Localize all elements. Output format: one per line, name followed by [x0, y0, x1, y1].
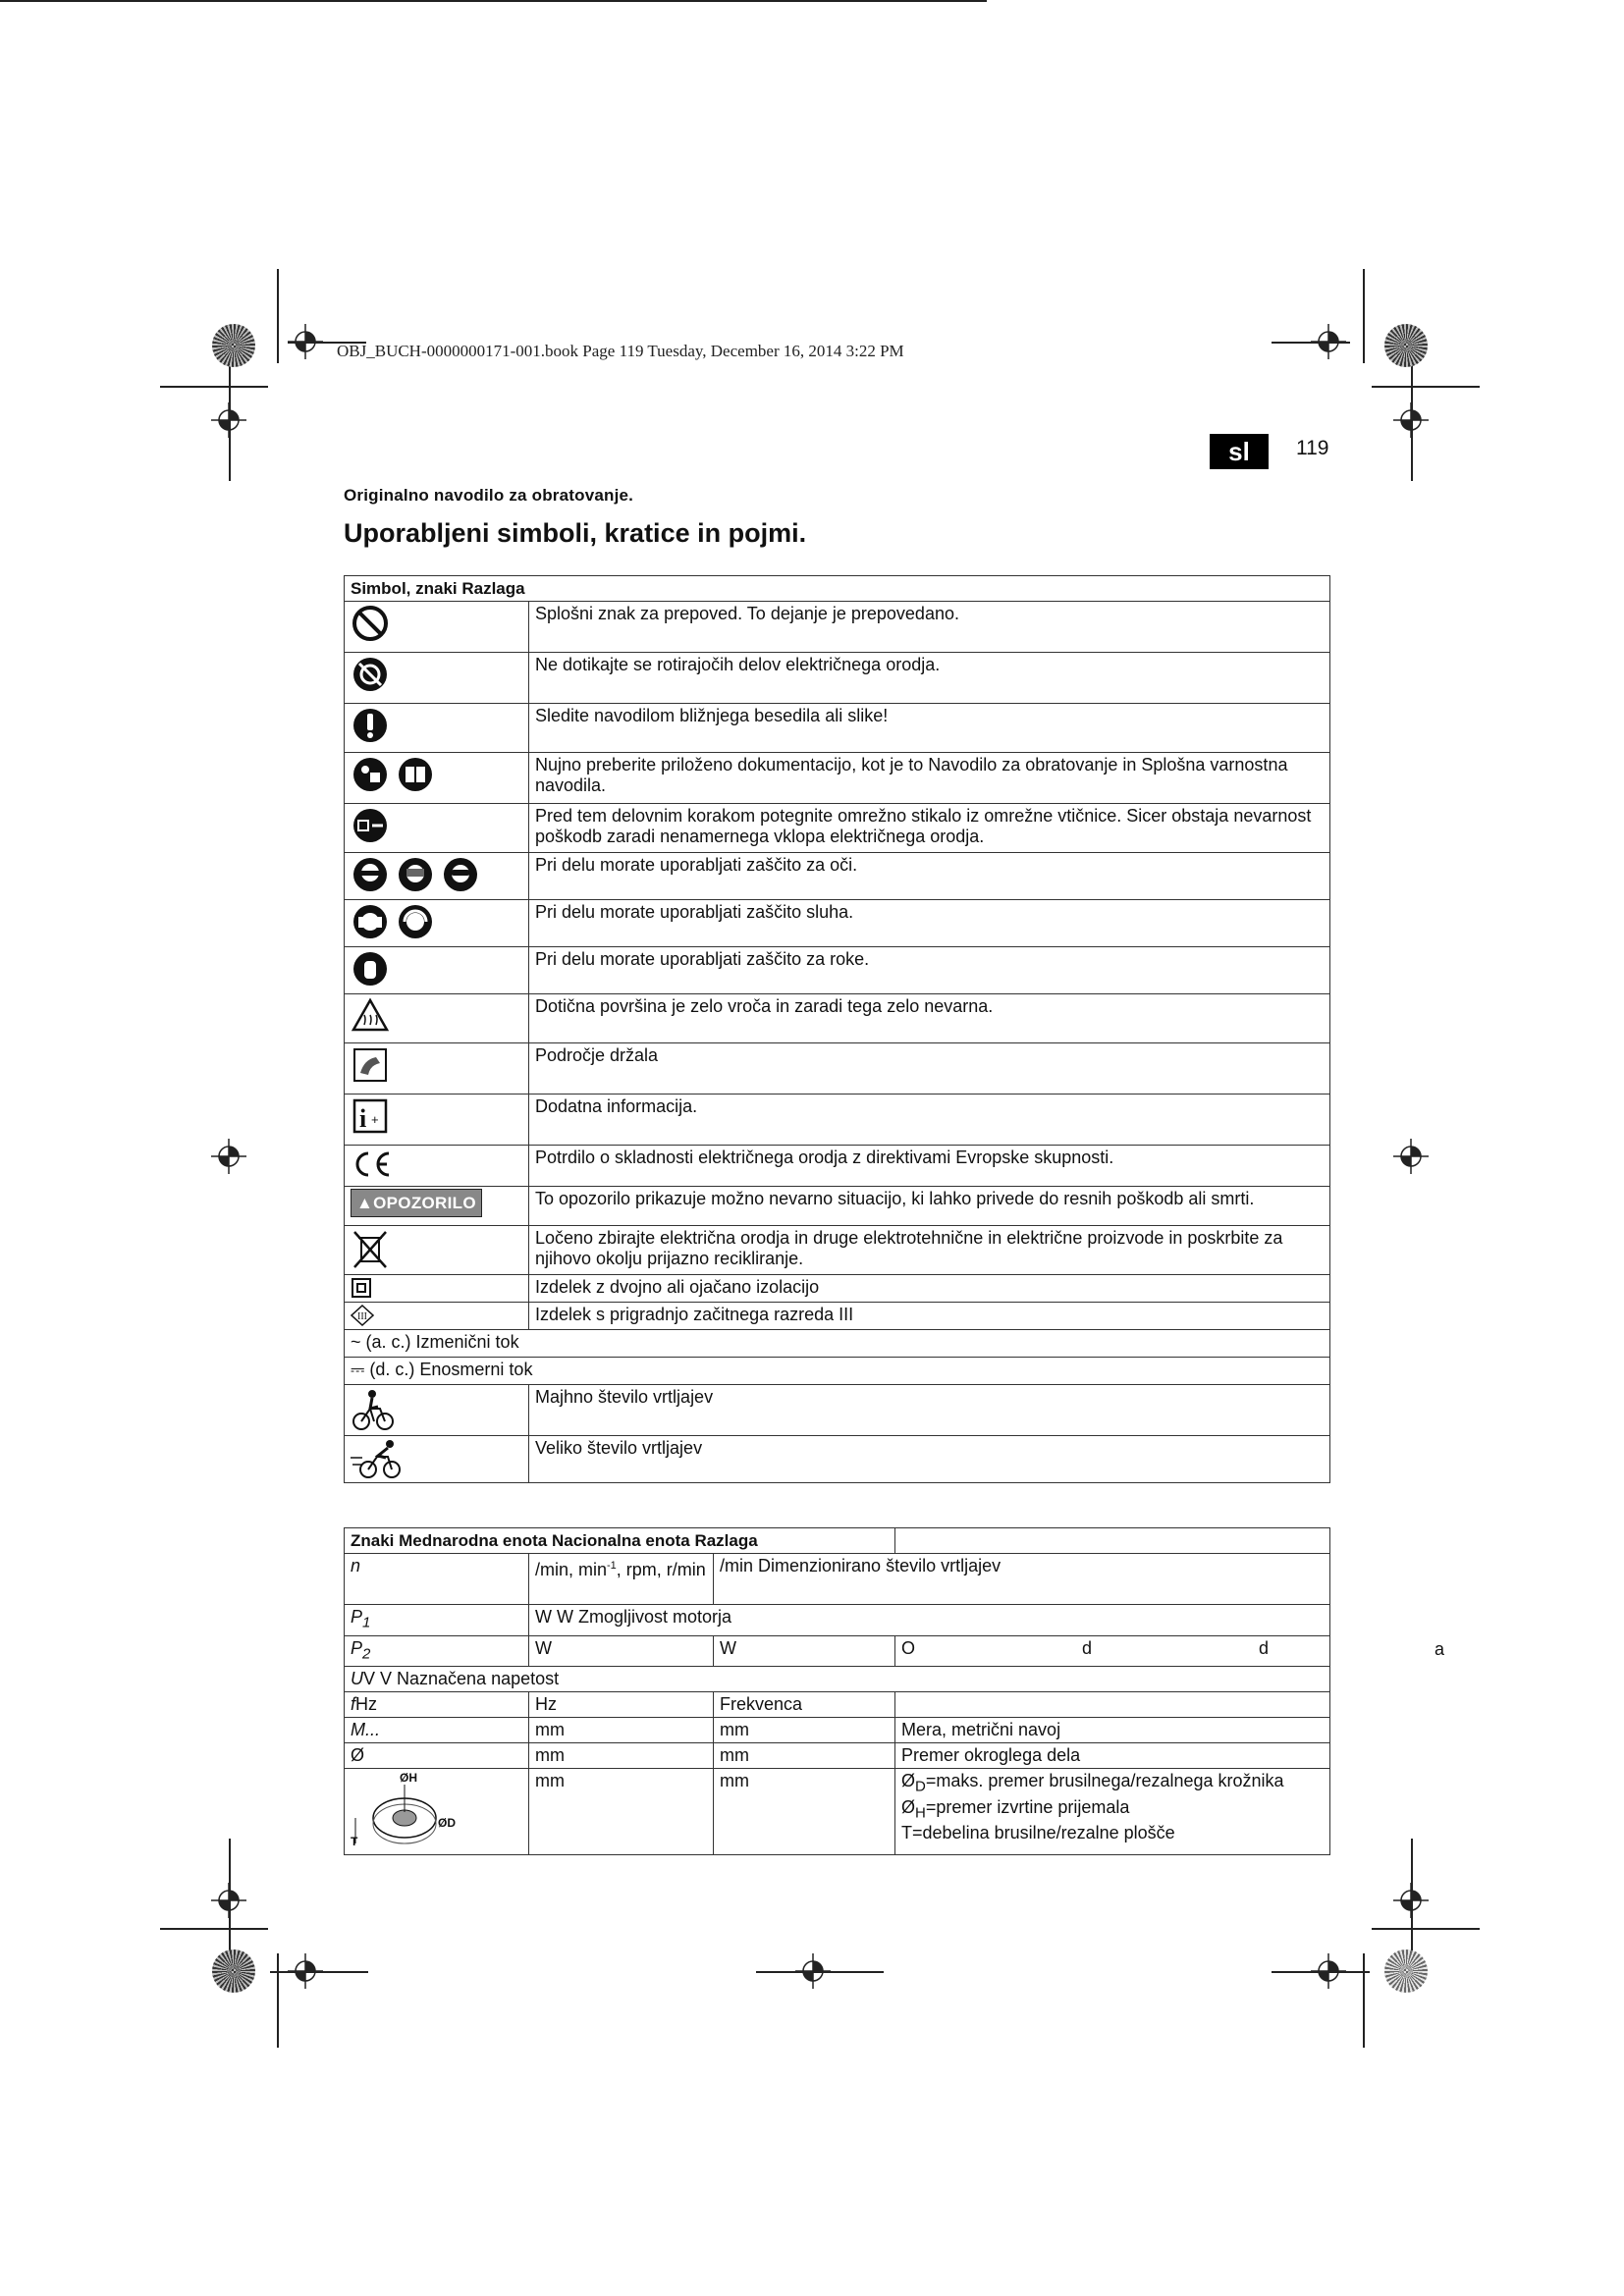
- table-row: n /min, $\min^{-1}$, rpm, r/min /min Dimenzionirano število vrtljajev: [345, 1554, 1330, 1605]
- table-row: ØH ØD T mm mm $Ø_D=maks$. premer brusilnega/rezalnega krožnika $Ø_H=premer$ izvrtine prijemala T=debelina brusilne/rezalne plošče: [345, 1769, 1330, 1855]
- table-row: Nujno preberite priloženo dokumentacijo, kot je to Navodilo za obratovanje in Splošna varnostna navodila.: [345, 753, 1330, 804]
- table-header-row: [345, 576, 1330, 602]
- double-insulation-icon: [351, 1277, 372, 1299]
- book-info-line: OBJ_BUCH-0000000171-001.book Page 119 Tuesday, December 16, 2014 3:22 PM: [337, 342, 904, 360]
- registration-mark-icon: [211, 1139, 246, 1174]
- symbols-table-header: Simbol, znaki Razlaga: [345, 576, 1330, 602]
- ce-mark-icon: [351, 1148, 394, 1181]
- no-touch-rotating-icon: [351, 655, 390, 694]
- diameter-d-label: ØD: [438, 1816, 456, 1831]
- table-row: Sledite navodilom bližnjega besedila ali slike!: [345, 704, 1330, 753]
- eye-protection-icon: [351, 855, 390, 894]
- hand-protection-icon: [351, 949, 390, 988]
- hot-surface-icon: [351, 996, 390, 1034]
- table-row: Dotična površina je zelo vroča in zaradi tega zelo nevarna.: [345, 994, 1330, 1043]
- color-rosette-icon: [1384, 1949, 1428, 1993]
- registration-mark-icon: [1393, 1139, 1429, 1174]
- table-row: Ne dotikajte se rotirajočih delov električnega orodja.: [345, 653, 1330, 704]
- weee-bin-icon: [351, 1228, 390, 1269]
- direct-current-icon: ⎓: [351, 1360, 365, 1379]
- table-row: ▲OPOZORILO To opozorilo prikazuje možno nevarno situacijo, ki lahko privede do resnih poškodb ali smrti.: [345, 1187, 1330, 1226]
- language-tab: sl: [1210, 434, 1269, 469]
- registration-mark-icon: [1393, 1883, 1429, 1918]
- table-row: III Izdelek s prigradnjo začitnega razreda III: [345, 1303, 1330, 1330]
- units-table-header: Znaki Mednarodna enota Nacionalna enota Razlaga: [345, 1528, 895, 1554]
- symbols-table: [344, 575, 1330, 1483]
- registration-mark-icon: [211, 1883, 246, 1918]
- table-row: ~ (a. c.) Izmenični tok: [345, 1330, 1330, 1358]
- table-row: Izdelek z dvojno ali ojačano izolacijo: [345, 1275, 1330, 1303]
- table-row: Pred tem delovnim korakom potegnite omrežno stikalo iz omrežne vtičnice. Sicer obstaja nevarnost poškodb zaradi nenamernega vklopa električnega orodja.: [345, 804, 1330, 853]
- svg-text:i: i: [359, 1104, 367, 1133]
- table-row: Splošni znak za prepoved. To dejanje je prepovedano.: [345, 602, 1330, 653]
- table-row: Ø mm mm Premer okroglega dela: [345, 1743, 1330, 1769]
- page-number: 119: [1296, 437, 1329, 459]
- table-row: $P_2$ W W O d d: [345, 1635, 1330, 1667]
- alternating-current-icon: ~: [351, 1332, 361, 1352]
- color-rosette-icon: [1384, 324, 1428, 367]
- class-iii-icon: [351, 1305, 374, 1326]
- table-row: Pri delu morate uporabljati zaščito sluha.: [345, 900, 1330, 947]
- read-manual-icon: [396, 755, 435, 794]
- fast-cyclist-icon: [351, 1438, 404, 1479]
- svg-text:+: +: [371, 1112, 379, 1127]
- ear-protection-icon: [351, 902, 390, 941]
- table-row: UV V Naznačena napetost: [345, 1667, 1330, 1692]
- diameter-h-label: ØH: [400, 1771, 417, 1786]
- svg-text:III: III: [357, 1311, 367, 1322]
- face-shield-icon: [396, 855, 435, 894]
- prohibition-icon: [351, 604, 390, 643]
- table-row: fHz Hz Frekvenca: [345, 1692, 1330, 1718]
- warning-triangle-icon: ▲: [356, 1194, 374, 1212]
- table-row: Pri delu morate uporabljati zaščito za oči.: [345, 853, 1330, 900]
- registration-mark-icon: [211, 402, 246, 438]
- units-table: [344, 1527, 1330, 1855]
- table-row: Potrdilo o skladnosti električnega orodja z direktivami Evropske skupnosti.: [345, 1146, 1330, 1187]
- read-manual-person-icon: [351, 755, 390, 794]
- table-header-row: [345, 1528, 1330, 1554]
- grinding-disc-diagram: [351, 1771, 459, 1847]
- color-rosette-icon: [212, 1949, 255, 1993]
- table-row: M... mm mm Mera, metrični navoj: [345, 1718, 1330, 1743]
- thickness-label: T: [351, 1835, 358, 1848]
- table-row: Veliko število vrtljajev: [345, 1436, 1330, 1483]
- table-row: Pri delu morate uporabljati zaščito za roke.: [345, 947, 1330, 994]
- page-subtitle: Originalno navodilo za obratovanje.: [344, 486, 634, 505]
- registration-mark-icon: [1393, 402, 1429, 438]
- header-rule: [0, 0, 987, 2]
- unplug-icon: [351, 806, 390, 845]
- stray-mark: a: [1435, 1639, 1445, 1659]
- warning-label: ▲OPOZORILO: [351, 1189, 482, 1217]
- goggles-icon: [441, 855, 480, 894]
- table-row: Področje držala: [345, 1043, 1330, 1095]
- table-row: Ločeno zbirajte električna orodja in druge elektrotehnične in električne proizvode in poskrbite za njihovo okolju prijazno recikliranje.: [345, 1226, 1330, 1275]
- table-row: i + Dodatna informacija.: [345, 1095, 1330, 1146]
- info-icon: [351, 1096, 390, 1136]
- table-row: $P_1$ W W Zmogljivost motorja: [345, 1605, 1330, 1636]
- slow-cyclist-icon: [351, 1387, 396, 1432]
- table-row: Majhno število vrtljajev: [345, 1385, 1330, 1436]
- color-rosette-icon: [212, 324, 255, 367]
- exclamation-icon: [351, 706, 390, 745]
- grip-area-icon: [351, 1045, 390, 1085]
- page-title: Uporabljeni simboli, kratice in pojmi.: [344, 518, 807, 548]
- table-row: ⎓ (d. c.) Enosmerni tok: [345, 1358, 1330, 1385]
- ear-muffs-icon: [396, 902, 435, 941]
